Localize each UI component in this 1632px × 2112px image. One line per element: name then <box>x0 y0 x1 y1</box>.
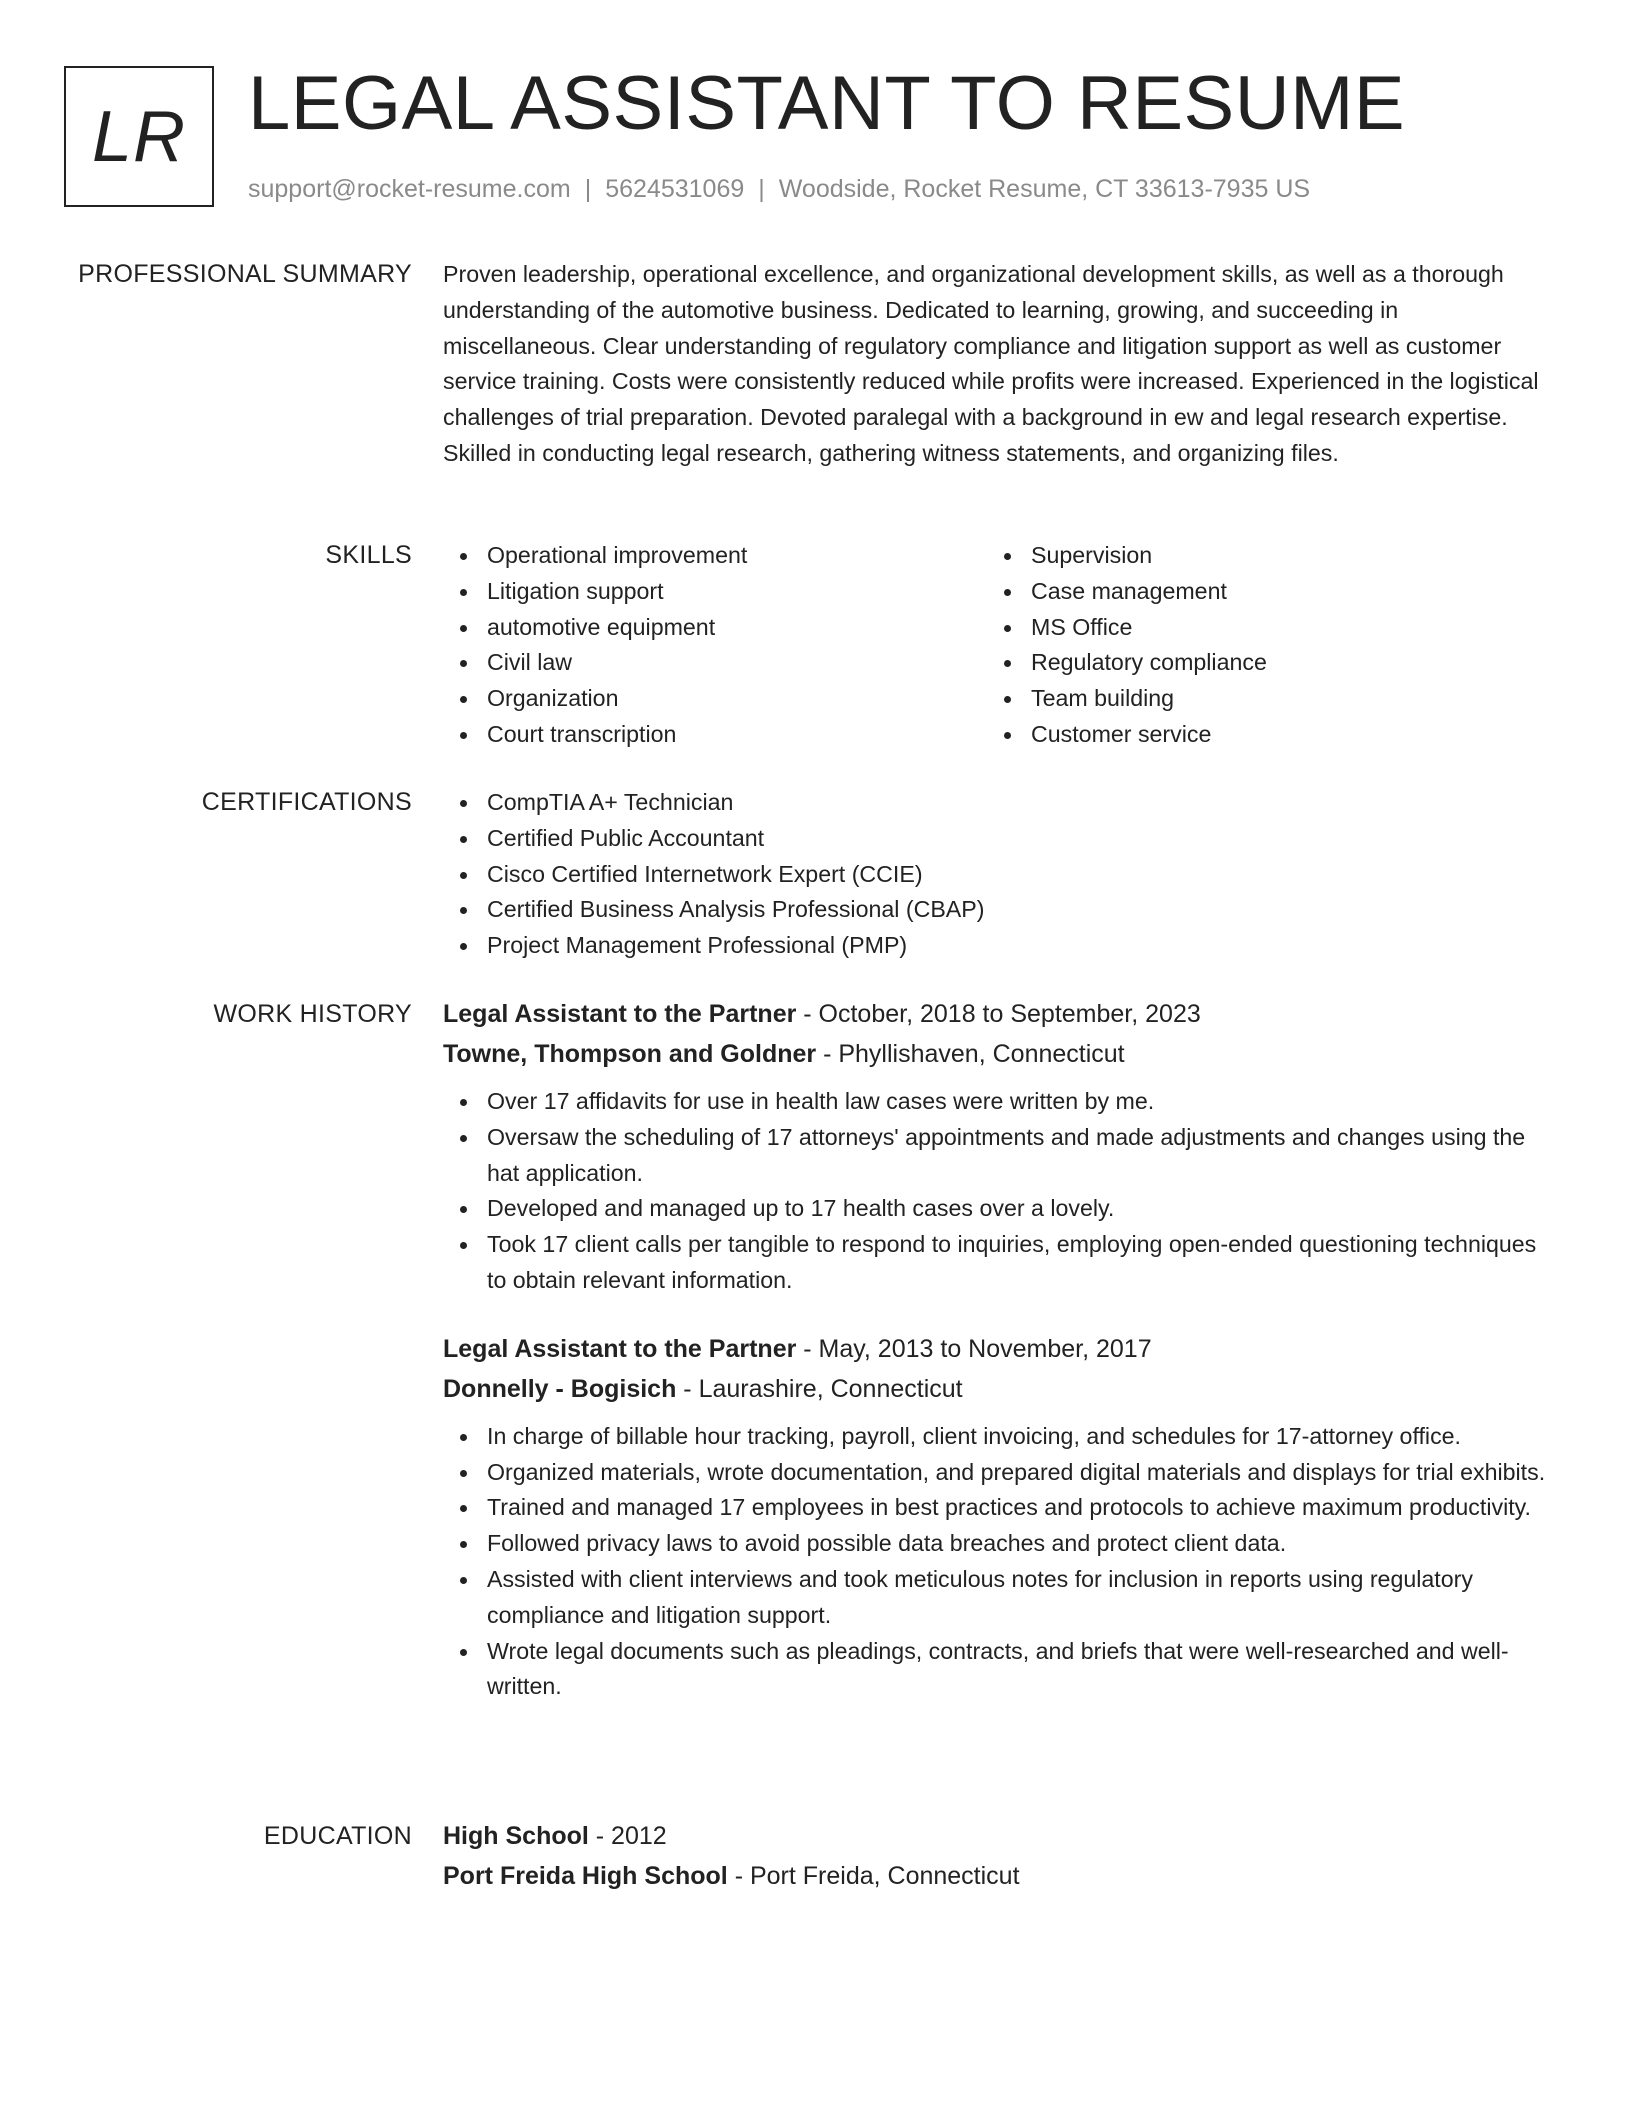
skill-item: Civil law <box>443 645 987 681</box>
job-dates: - October, 2018 to September, 2023 <box>796 1000 1201 1028</box>
job-bullet: Took 17 client calls per tangible to respond to inquiries, employing open-ended questioning techniques to obtain relevant information. <box>443 1227 1555 1299</box>
work-history-heading: WORK HISTORY <box>213 1000 412 1028</box>
job-location: - Phyllishaven, Connecticut <box>816 1040 1125 1068</box>
job-title-line <box>443 1329 1555 1369</box>
certifications-body <box>443 785 1555 964</box>
skill-item: Operational improvement <box>443 538 987 574</box>
skills-body <box>443 538 1555 753</box>
skill-item: Regulatory compliance <box>987 645 1531 681</box>
education-school-line <box>443 1856 1555 1896</box>
job-company: Donnelly - Bogisich <box>443 1374 677 1403</box>
contact-line <box>248 172 1310 206</box>
job-dates: - May, 2013 to November, 2017 <box>796 1334 1152 1363</box>
education-location: - Port Freida, Connecticut <box>727 1862 1020 1890</box>
education-degree: High School <box>443 1822 589 1850</box>
contact-email: support@rocket-resume.com <box>248 175 571 203</box>
education-body <box>443 1816 1555 1896</box>
skill-item: automotive equipment <box>443 610 987 646</box>
work-history-body <box>443 994 1555 1705</box>
skills-list-right <box>987 538 1531 753</box>
certification-item: Cisco Certified Internetwork Expert (CCIE) <box>443 857 1555 893</box>
skills-heading: SKILLS <box>325 541 412 569</box>
job-company: Towne, Thompson and Goldner <box>443 1040 817 1068</box>
skill-item: Organization <box>443 681 987 717</box>
summary-heading: PROFESSIONAL SUMMARY <box>78 260 412 288</box>
skill-item: Court transcription <box>443 717 987 753</box>
education-school: Port Freida High School <box>443 1862 728 1890</box>
job-bullet: In charge of billable hour tracking, payroll, client invoicing, and schedules for 17-attorney office. <box>443 1419 1555 1455</box>
job-bullet: Wrote legal documents such as pleadings, contracts, and briefs that were well-researched and well-written. <box>443 1634 1555 1706</box>
job-bullet: Trained and managed 17 employees in best practices and protocols to achieve maximum productivity. <box>443 1490 1555 1526</box>
job-bullet: Organized materials, wrote documentation, and prepared digital materials and displays for trial exhibits. <box>443 1455 1555 1491</box>
certification-item: Certified Public Accountant <box>443 821 1555 857</box>
contact-phone: 5624531069 <box>605 175 745 203</box>
job-bullet: Followed privacy laws to avoid possible data breaches and protect client data. <box>443 1526 1555 1562</box>
resume-title: LEGAL ASSISTANT TO RESUME <box>248 61 1406 146</box>
contact-address: Woodside, Rocket Resume, CT 33613-7935 US <box>778 175 1311 203</box>
certification-item: CompTIA A+ Technician <box>443 785 1555 821</box>
job-bullet: Over 17 affidavits for use in health law cases were written by me. <box>443 1084 1555 1120</box>
job-location: - Laurashire, Connecticut <box>676 1374 963 1403</box>
contact-separator: | <box>758 175 765 203</box>
education-degree-line <box>443 1816 1555 1856</box>
education-heading: EDUCATION <box>263 1822 412 1850</box>
job-entry <box>443 994 1555 1299</box>
job-title: Legal Assistant to the Partner <box>443 1000 797 1028</box>
job-company-line <box>443 1369 1555 1409</box>
job-company-line <box>443 1034 1555 1074</box>
certification-item: Project Management Professional (PMP) <box>443 928 1555 964</box>
education-year: - 2012 <box>588 1822 667 1850</box>
skill-item: Supervision <box>987 538 1531 574</box>
job-bullet: Oversaw the scheduling of 17 attorneys' appointments and made adjustments and changes using the hat application. <box>443 1120 1555 1192</box>
job-title-line <box>443 994 1555 1034</box>
contact-separator: | <box>584 175 592 203</box>
job-entry <box>443 1329 1555 1705</box>
skill-item: Litigation support <box>443 574 987 610</box>
certifications-list <box>443 785 1555 964</box>
summary-text: Proven leadership, operational excellence, and organizational development skills, as well as a thorough understanding of the automotive business. Dedicated to learning, growing, and succeeding in miscellaneous. Clear understanding of regulatory compliance and litigation support as well as customer service training. Costs were consistently reduced while profits were increased. Experienced in the logistical challenges of trial preparation. Devoted paralegal with a background in ew and legal research expertise. Skilled in conducting legal research, gathering witness statements, and organizing files. <box>443 261 1539 466</box>
job-bullet: Developed and managed up to 17 health cases over a lovely. <box>443 1191 1555 1227</box>
job-bullet: Assisted with client interviews and took meticulous notes for inclusion in reports using regulatory compliance and litigation support. <box>443 1562 1555 1634</box>
skill-item: MS Office <box>987 610 1531 646</box>
skills-list-left <box>443 538 987 753</box>
skill-item: Customer service <box>987 717 1531 753</box>
certifications-heading: CERTIFICATIONS <box>201 788 412 816</box>
job-bullets <box>443 1419 1555 1705</box>
certification-item: Certified Business Analysis Professional (CBAP) <box>443 892 1555 928</box>
job-bullets <box>443 1084 1555 1299</box>
skill-item: Team building <box>987 681 1531 717</box>
job-title: Legal Assistant to the Partner <box>443 1334 797 1363</box>
skill-item: Case management <box>987 574 1531 610</box>
monogram-logo: LR <box>64 66 214 207</box>
